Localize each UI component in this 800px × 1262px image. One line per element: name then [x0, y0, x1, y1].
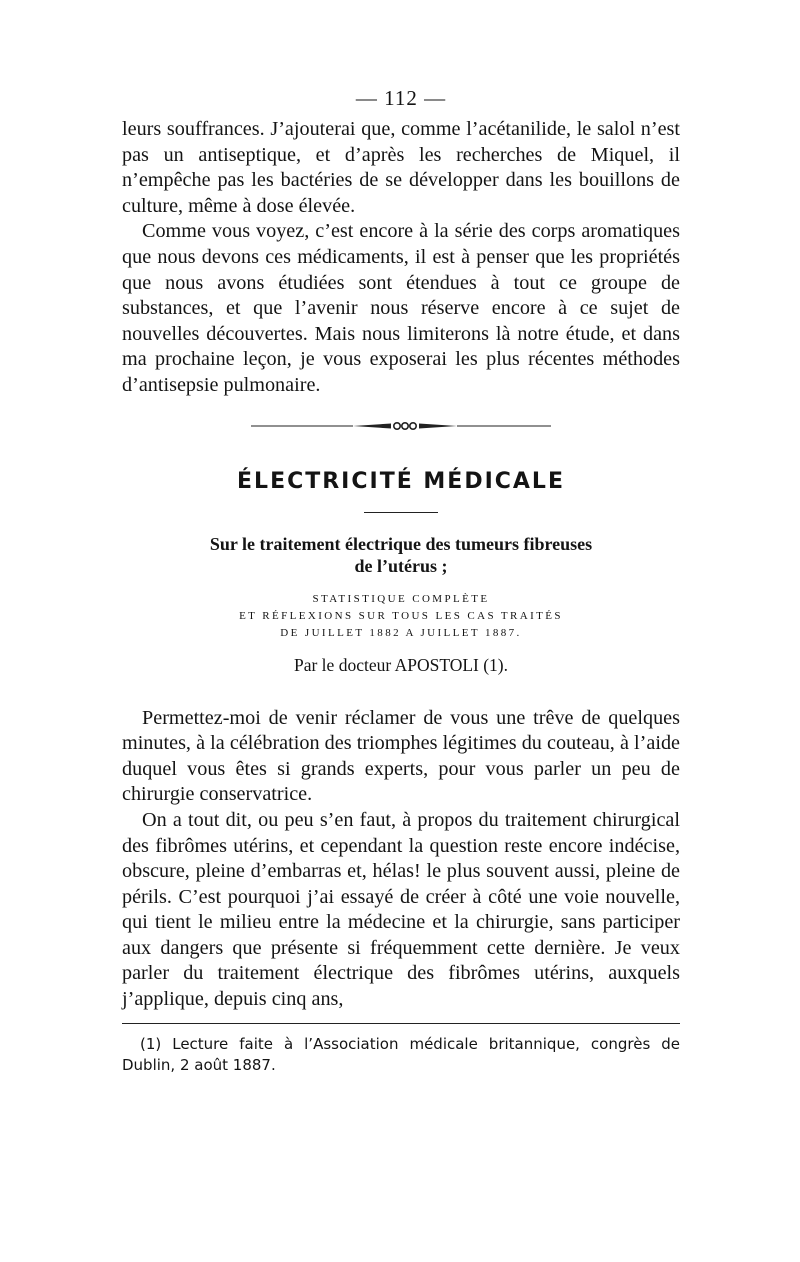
- page-content: [122, 86, 680, 1076]
- footnote-rule: [122, 1023, 680, 1024]
- statistics-heading: [122, 591, 680, 642]
- intro-paragraph-1: leurs souffrances. J’ajouterai que, comme l’acétanilide, le salol n’est pas un antiseptique, et d’après les recherches de Miquel, il n’empêche pas les bactéries de se développer dans les bouillons de culture, même à dose élevée.: [122, 118, 680, 217]
- statistics-line-3: DE JUILLET 1882 A JUILLET 1887.: [280, 626, 522, 639]
- article-subtitle: [122, 533, 680, 577]
- page-number: — 112 —: [355, 86, 447, 110]
- section-title: ÉLECTRICITÉ MÉDICALE: [237, 468, 565, 494]
- author-byline: Par le docteur APOSTOLI (1).: [293, 654, 509, 675]
- statistics-line-2: ET RÉFLEXIONS SUR TOUS LES CAS TRAITÉS: [239, 609, 563, 622]
- ornament-divider-icon: [251, 419, 551, 433]
- article-body: [122, 706, 680, 1013]
- subtitle-line-2: de l’utérus ;: [354, 555, 448, 576]
- footnote: (1) Lecture faite à l’Association médicale britannique, congrès de Dublin, 2 août 1887.: [122, 1034, 680, 1074]
- body-paragraph-1: Permettez-moi de venir réclamer de vous une trêve de quelques minutes, à la célébration des triomphes légitimes du couteau, à l’aide duquel vous êtes si grands experts, pour vous parler un peu de chirurgie conservatrice.: [122, 706, 680, 806]
- subtitle-line-1: Sur le traitement électrique des tumeurs fibreuses: [209, 533, 593, 554]
- statistics-line-1: STATISTIQUE COMPLÈTE: [312, 592, 490, 605]
- section-ornament: [122, 419, 680, 433]
- body-paragraph-2: On a tout dit, ou peu s’en faut, à propos du traitement chirurgical des fibrômes utérins, et cependant la question reste encore indécise, obscure, pleine d’embarras et, hélas! le plus souvent aussi, pleine de périls. C’est pourquoi j’ai essayé de créer à côté une voie nouvelle, qui tient le milieu entre la médecine et la chirurgie, sans participer aux dangers que présente si fréquemment cette dernière. Je veux parler du traitement électrique des fibrômes utérins, auxquels j’applique, depuis cinq ans,: [122, 808, 680, 1011]
- intro-paragraph-2: Comme vous voyez, c’est encore à la série des corps aromatiques que nous devons ces médicaments, il est à penser que les propriétés que nous avons étudiées sont étendues à tout ce groupe de substances, et que l’avenir nous réserve encore à ce sujet de nouvelles découvertes. Mais nous limiterons là notre étude, et dans ma prochaine leçon, je vous exposerai les plus récentes méthodes d’antisepsie pulmonaire.: [122, 220, 680, 396]
- title-underline: [364, 512, 438, 513]
